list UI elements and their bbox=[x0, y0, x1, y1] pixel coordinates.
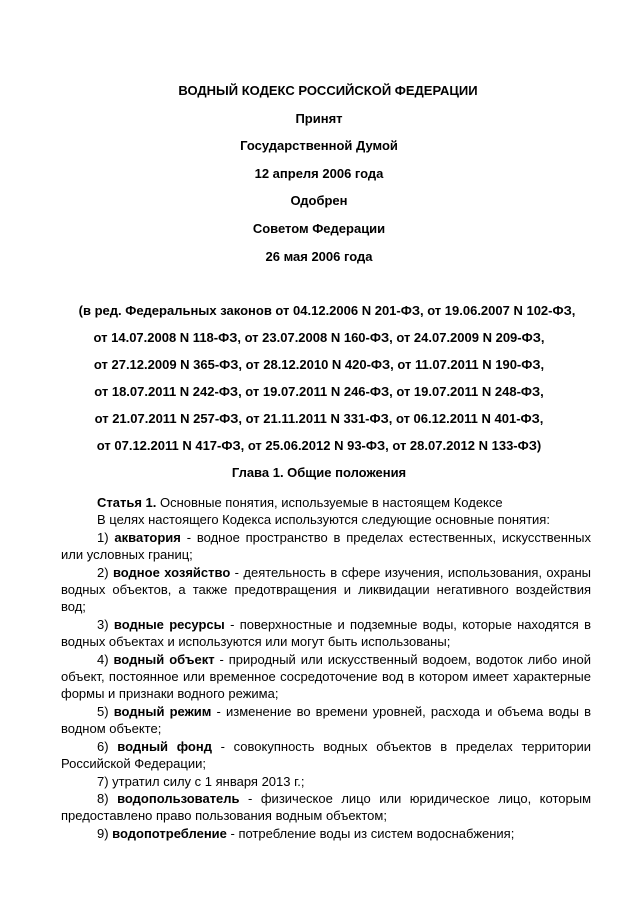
list-item: 3) водные ресурсы - поверхностные и подземные воды, которые находятся в водных объектах и используются или могут быть использованы; bbox=[61, 616, 592, 650]
article-heading bbox=[61, 494, 591, 511]
article-title: Основные понятия, используемые в настоящем Кодексе bbox=[156, 495, 503, 510]
list-item: 6) водный фонд - совокупность водных объектов в пределах территории Российской Федерации; bbox=[61, 738, 591, 772]
amendments-line: от 14.07.2008 N 118-ФЗ, от 23.07.2008 N 160-ФЗ, от 24.07.2009 N 209-ФЗ, bbox=[93, 330, 545, 345]
list-item: 8) водопользователь - физическое лицо или юридическое лицо, которым предоставлено право пользования водным объектом; bbox=[61, 790, 592, 824]
amendments-line: от 07.12.2011 N 417-ФЗ, от 25.06.2012 N 93-ФЗ, от 28.07.2012 N 133-ФЗ) bbox=[96, 438, 542, 453]
adopted-by: Государственной Думой bbox=[240, 138, 398, 153]
amendments-line: от 21.07.2011 N 257-ФЗ, от 21.11.2011 N 331-ФЗ, от 06.12.2011 N 401-ФЗ, bbox=[94, 411, 544, 426]
article-label: Статья 1. bbox=[97, 495, 157, 510]
list-item: 4) водный объект - природный или искусственный водоем, водоток либо иной объект, постоянное или временное сосредоточение вод в котором имеет характерные формы и признаки водного режима; bbox=[61, 651, 592, 702]
amendments-line: (в ред. Федеральных законов от 04.12.2006 N 201-ФЗ, от 19.06.2007 N 102-ФЗ, bbox=[78, 303, 576, 318]
list-item: 1) акватория - водное пространство в пределах естественных, искусственных или условных границ; bbox=[61, 529, 591, 563]
list-item: 2) водное хозяйство - деятельность в сфере изучения, использования, охраны водных объектов, а также предотвращения и ликвидации негативного воздействия вод; bbox=[61, 564, 591, 615]
article-intro: В целях настоящего Кодекса используются следующие основные понятия: bbox=[97, 512, 550, 528]
document-title: ВОДНЫЙ КОДЕКС РОССИЙСКОЙ ФЕДЕРАЦИИ bbox=[178, 83, 478, 98]
approved-label: Одобрен bbox=[290, 193, 348, 208]
adopted-date: 12 апреля 2006 года bbox=[254, 166, 384, 181]
approved-by: Советом Федерации bbox=[252, 221, 386, 236]
article-body bbox=[61, 494, 591, 842]
list-item: 5) водный режим - изменение во времени уровней, расхода и объема воды в водном объекте; bbox=[61, 703, 592, 737]
amendments-line: от 18.07.2011 N 242-ФЗ, от 19.07.2011 N 246-ФЗ, от 19.07.2011 N 248-ФЗ, bbox=[94, 384, 544, 399]
adopted-label: Принят bbox=[295, 111, 343, 126]
approved-date: 26 мая 2006 года bbox=[265, 249, 373, 264]
list-item: 9) водопотребление - потребление воды из систем водоснабжения; bbox=[97, 825, 515, 841]
chapter-heading: Глава 1. Общие положения bbox=[231, 465, 407, 480]
amendments-line: от 27.12.2009 N 365-ФЗ, от 28.12.2010 N 420-ФЗ, от 11.07.2011 N 190-ФЗ, bbox=[93, 357, 545, 372]
list-item: 7) утратил силу с 1 января 2013 г.; bbox=[97, 773, 305, 789]
